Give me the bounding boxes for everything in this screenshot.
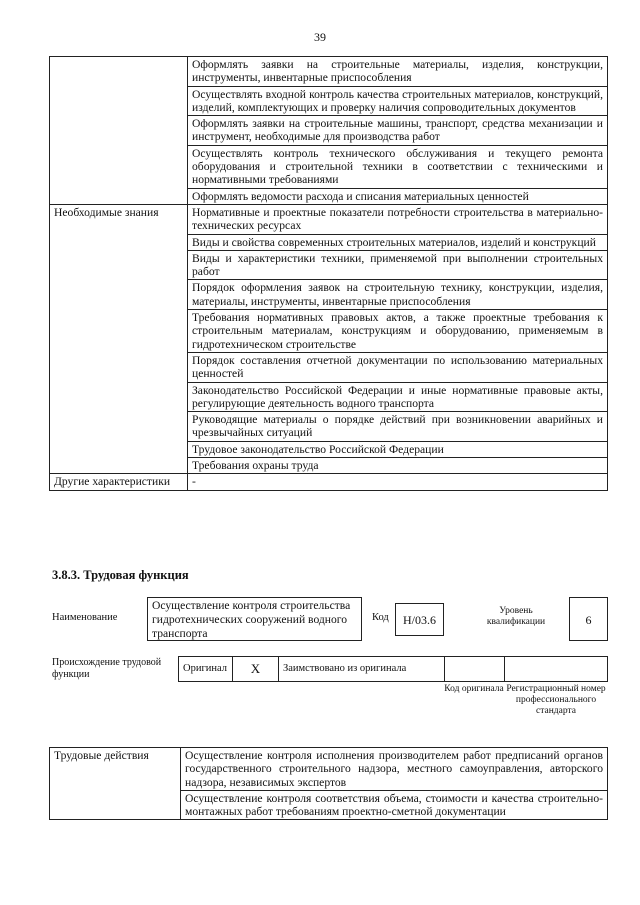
table-row xyxy=(50,474,608,490)
code-original-caption: Код оригинала xyxy=(444,684,504,694)
competency-table xyxy=(49,56,608,491)
function-name-value: Осуществление контроля строительства гидротехнических сооружений водного транспорта xyxy=(147,597,362,641)
knowledge-cell: Требования охраны труда xyxy=(188,458,608,474)
labor-action-cell: Осуществление контроля исполнения производителем работ предписаний органов государственного строительного надзора, местного самоуправления, авторского надзора, независимых экспертов xyxy=(181,748,608,791)
origin-label: Происхождение трудовой функции xyxy=(52,657,162,680)
level-label: Уровень квалификации xyxy=(486,606,546,627)
origin-row xyxy=(178,656,608,682)
section-heading: 3.8.3. Трудовая функция xyxy=(52,568,189,582)
borrowed-label: Заимствовано из оригинала xyxy=(279,657,445,681)
code-value: Н/03.6 xyxy=(395,603,444,636)
knowledge-cell: Законодательство Российской Федерации и иные нормативные правовые акты, регулирующие деятельность водного транспорта xyxy=(188,382,608,412)
knowledge-cell: Нормативные и проектные показатели потребности строительства в материально-технических ресурсах xyxy=(188,204,608,234)
skill-cell: Осуществлять контроль технического обслуживания и текущего ремонта оборудования и строительной техники в соответствии с техническими и нормативными требованиями xyxy=(188,145,608,188)
skill-cell: Оформлять ведомости расхода и списания материальных ценностей xyxy=(188,188,608,204)
level-value: 6 xyxy=(569,597,608,641)
reg-number-cell xyxy=(505,657,607,681)
knowledge-cell: Требования нормативных правовых актов, а также проектные требования к строительным материалам, конструкциям и оборудованию, применяемым в гидротехническом строительстве xyxy=(188,310,608,353)
code-original-cell xyxy=(445,657,505,681)
table-row xyxy=(50,57,608,87)
original-mark: X xyxy=(233,657,279,681)
skill-cell: Осуществлять входной контроль качества строительных материалов, конструкций, изделий, комплектующих и проверку наличия сопроводительных документов xyxy=(188,86,608,116)
other-label: Другие характеристики xyxy=(50,474,188,490)
knowledge-cell: Руководящие материалы о порядке действий при возникновении аварийных и чрезвычайных ситуаций xyxy=(188,412,608,442)
labor-actions-label: Трудовые действия xyxy=(50,748,181,820)
table-row xyxy=(50,748,608,791)
knowledge-cell: Трудовое законодательство Российской Федерации xyxy=(188,441,608,457)
original-label: Оригинал xyxy=(179,657,233,681)
knowledge-cell: Виды и свойства современных строительных материалов, изделий и конструкций xyxy=(188,234,608,250)
page-number: 39 xyxy=(314,30,326,44)
knowledge-label: Необходимые знания xyxy=(50,204,188,473)
knowledge-cell: Порядок составления отчетной документации по использованию материальных ценностей xyxy=(188,352,608,382)
skill-cell: Оформлять заявки на строительные машины, транспорт, средства механизации и инструмент, необходимые для производства работ xyxy=(188,116,608,146)
table-row xyxy=(50,204,608,234)
knowledge-cell: Порядок оформления заявок на строительную технику, конструкции, изделия, материалы, инструменты, инвентарные приспособления xyxy=(188,280,608,310)
empty-label-cell xyxy=(50,57,188,205)
skill-cell: Оформлять заявки на строительные материалы, изделия, конструкции, инструменты, инвентарные приспособления xyxy=(188,57,608,87)
labor-action-cell: Осуществление контроля соответствия объема, стоимости и качества строительно-монтажных работ требованиям проектно-сметной документации xyxy=(181,790,608,820)
code-label: Код xyxy=(372,612,389,623)
reg-number-caption: Регистрационный номер профессионального стандарта xyxy=(506,684,606,716)
name-label: Наименование xyxy=(52,612,118,623)
other-value: - xyxy=(188,474,608,490)
labor-actions-table xyxy=(49,747,608,820)
knowledge-cell: Виды и характеристики техники, применяемой при выполнении строительных работ xyxy=(188,250,608,280)
